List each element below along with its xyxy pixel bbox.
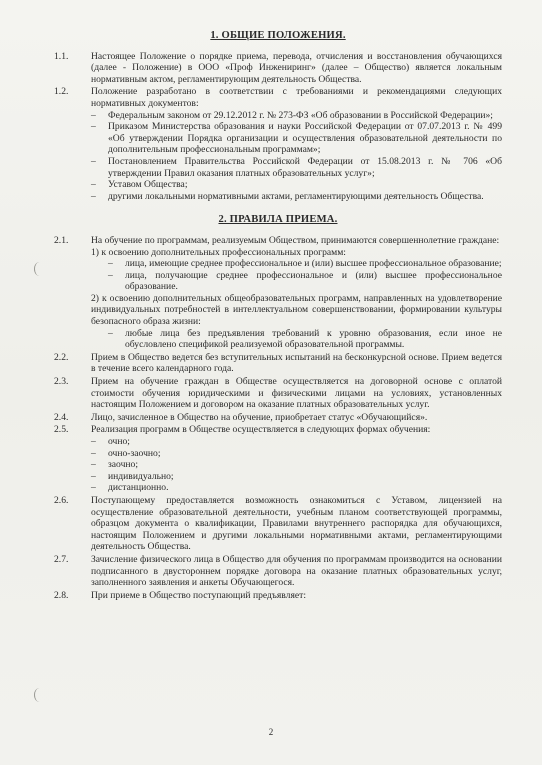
binder-hole-mark [34,262,45,276]
clause-number: 2.4. [54,411,69,423]
clause-2-5 [54,424,502,494]
section-2-title: 2. ПРАВИЛА ПРИЕМА. [218,214,338,226]
clause-text: Реализация программ в Обществе осуществляется в следующих формах обучения: [91,424,431,436]
section-1-title: 1. ОБЩИЕ ПОЛОЖЕНИЯ. [210,30,346,41]
subclause-1: 1) к освоению дополнительных профессиональных программ: [91,246,346,258]
list-item: – лица, имеющие среднее профессиональное и (или) высшее профессиональное образование; [108,258,502,270]
page-number: 2 [268,727,274,737]
clause-text: Зачисление физического лица в Общество для обучения по программам производится на основании подписанного в двустороннем порядке договора на оказание платных образовательных услуг, заполненного заявления и анкеты Обучающегося. [91,553,502,589]
list-item: – очно; [91,436,130,447]
list-item: – Федеральным законом от 29.12.2012 г. № 273-ФЗ «Об образовании в Российской Федерации»; [91,109,493,121]
clause-2-2 [54,352,502,375]
list-item: – заочно; [91,459,139,471]
list-item: – дистанционно. [91,482,169,494]
clause-2-4 [54,412,502,424]
clause-number: 2.2. [54,351,69,363]
clause-text: Положение разработано в соответствии с требованиями и рекомендациями следующих нормативных документов: [91,86,502,109]
list-item: – индивидуально; [91,470,174,482]
list-item: – лица, получающие среднее профессиональное и (или) высшее профессиональное образование. [108,269,502,293]
clause-2-3 [54,376,502,411]
clause-1-1 [54,51,502,86]
clause-text: Лицо, зачисленное в Общество на обучение, приобретает статус «Обучающийся». [91,411,428,423]
list-item: – очно-заочно; [91,447,161,459]
clause-number: 1.2. [54,86,69,98]
clause-number: 2.6. [54,494,69,506]
list-item: – Постановлением Правительства Российской Федерации от 15.08.2013 г. № 706 «Об утверждении Правил оказания платных образовательных услуг»; [91,155,502,179]
clause-2-8 [54,590,502,602]
clause-text: Прием на обучение граждан в Обществе осуществляется на договорной основе с оплатой стоимости обучения юридическими и физическими лицами на условиях, установленных настоящим Положением и договором на оказание платных образовательных услуг. [91,376,502,411]
clause-text: На обучение по программам, реализуемым Обществом, принимаются совершеннолетние граждане: [91,234,500,246]
clause-2-1 [54,235,502,351]
clause-2-7 [54,554,502,589]
clause-text: При приеме в Общество поступающий предъявляет: [91,589,306,601]
list-item: – Приказом Министерства образования и науки Российской Федерации от 07.07.2013 г. № 499 «Об утверждении Порядка организации и осуществления образовательной деятельности по дополнительным профессиональным программам»; [91,121,502,156]
clause-number: 2.7. [54,553,69,565]
list-item: – Уставом Общества; [91,179,188,191]
clause-number: 2.1. [54,234,69,246]
clause-number: 2.5. [54,424,69,436]
clause-text: Поступающему предоставляется возможность ознакомиться с Уставом, лицензией на осуществление образовательной деятельности, учебным планом соответствующей программы, образцом документа о квалификации, Правилами внутреннего распорядка для обучающихся, настоящим Положением и другими локальными нормативными актами, регламентирующими деятельность Общества. [91,494,502,553]
clause-number: 2.8. [54,589,69,601]
clause-number: 1.1. [54,50,69,62]
binder-hole-mark [34,688,45,702]
list-item: – любые лица без предъявления требований к уровню образования, если иное не обусловлено спецификой реализуемой образовательной программы. [108,327,502,351]
clause-1-2 [54,86,502,202]
clause-2-6 [54,495,502,553]
list-item: – другими локальными нормативными актами, регламентирующими деятельность Общества. [91,190,484,202]
subclause-2: 2) к освоению дополнительных общеобразовательных программ, направленных на удовлетворение индивидуальных потребностей в интеллектуальном совершенствовании, формировании культуры безопасного образа жизни: [91,292,502,328]
clause-text: Настоящее Положение о порядке приема, перевода, отчисления и восстановления обучающихся (далее - Положение) в ООО «Проф Инжениринг» (далее – Общество) является локальным нормативным актом, регламентирующим деятельность Общества. [91,50,502,85]
clause-number: 2.3. [54,376,69,388]
clause-text: Прием в Общество ведется без вступительных испытаний на бесконкурсной основе. Прием ведется в течение всего календарного года. [91,351,502,375]
